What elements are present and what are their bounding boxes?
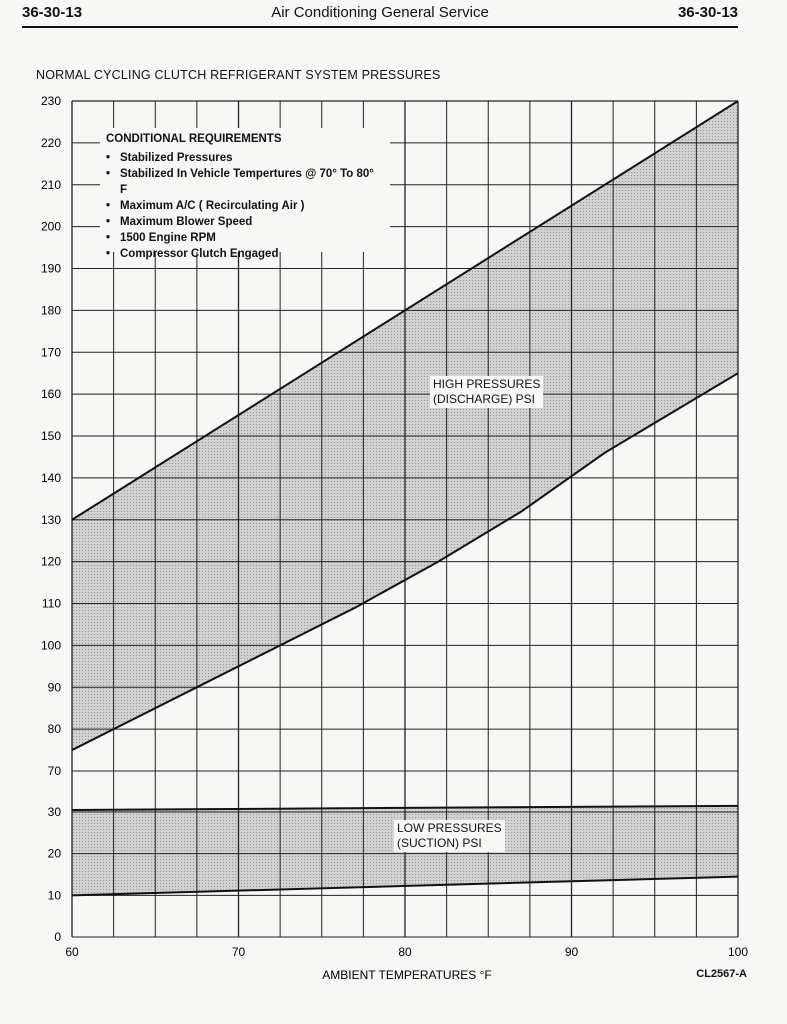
x-tick-label: 60 xyxy=(65,945,79,959)
low-pressure-label-line: LOW PRESSURES xyxy=(397,821,502,835)
chart-title: NORMAL CYCLING CLUTCH REFRIGERANT SYSTEM PRESSURES xyxy=(36,68,441,82)
page-number-left: 36-30-13 xyxy=(22,4,83,21)
figure-code: CL2567-A xyxy=(696,968,747,980)
conditional-requirements-box xyxy=(100,128,390,260)
y-tick-label: 160 xyxy=(40,387,61,402)
condition-item: • Compressor Clutch Engaged xyxy=(106,246,384,262)
y-tick-label: 70 xyxy=(47,764,61,778)
high-pressure-label-line: (DISCHARGE) PSI xyxy=(433,392,536,406)
y-tick-label: 20 xyxy=(47,846,61,861)
condition-item: • Stabilized Pressures xyxy=(106,150,384,166)
condition-item: • Stabilized In Vehicle Tempertures @ 70° To 80° F xyxy=(106,166,384,198)
condition-item: • 1500 Engine RPM xyxy=(106,230,384,246)
x-tick-label: 90 xyxy=(564,945,579,959)
section-title: Air Conditioning General Service xyxy=(271,4,489,21)
x-tick-label: 100 xyxy=(727,945,749,959)
y-tick-label: 200 xyxy=(40,219,61,234)
y-tick-label: 190 xyxy=(40,261,61,276)
y-tick-label: 130 xyxy=(40,512,61,527)
y-tick-label: 210 xyxy=(40,177,61,192)
low-pressure-label-line: (SUCTION) PSI xyxy=(397,836,482,850)
page-number-right: 36-30-13 xyxy=(677,4,738,21)
y-tick-label: 80 xyxy=(47,722,61,737)
conditions-list xyxy=(106,150,384,262)
condition-item: • Maximum Blower Speed xyxy=(106,214,384,230)
x-tick-label: 80 xyxy=(398,945,412,959)
y-tick-label: 230 xyxy=(40,94,61,108)
x-tick-label: 70 xyxy=(231,945,246,959)
high-pressure-label xyxy=(430,376,543,408)
y-tick-label: 220 xyxy=(40,135,61,150)
conditions-title: CONDITIONAL REQUIREMENTS xyxy=(106,133,282,145)
y-tick-label: 120 xyxy=(40,554,61,569)
low-pressure-label xyxy=(394,820,505,852)
y-tick-label: 90 xyxy=(47,680,61,695)
y-tick-label: 100 xyxy=(40,638,61,653)
high-pressure-label-line: HIGH PRESSURES xyxy=(433,377,541,391)
y-tick-label: 110 xyxy=(41,596,61,611)
x-axis-label: AMBIENT TEMPERATURES °F xyxy=(322,968,492,982)
y-tick-label: 0 xyxy=(54,930,61,944)
y-tick-label: 140 xyxy=(40,470,61,485)
y-tick-label: 180 xyxy=(40,303,61,318)
y-tick-label: 170 xyxy=(40,345,61,360)
y-tick-label: 10 xyxy=(47,888,61,903)
condition-item: • Maximum A/C ( Recirculating Air ) xyxy=(106,198,384,214)
y-tick-label: 30 xyxy=(47,805,61,819)
y-tick-label: 150 xyxy=(40,429,61,443)
